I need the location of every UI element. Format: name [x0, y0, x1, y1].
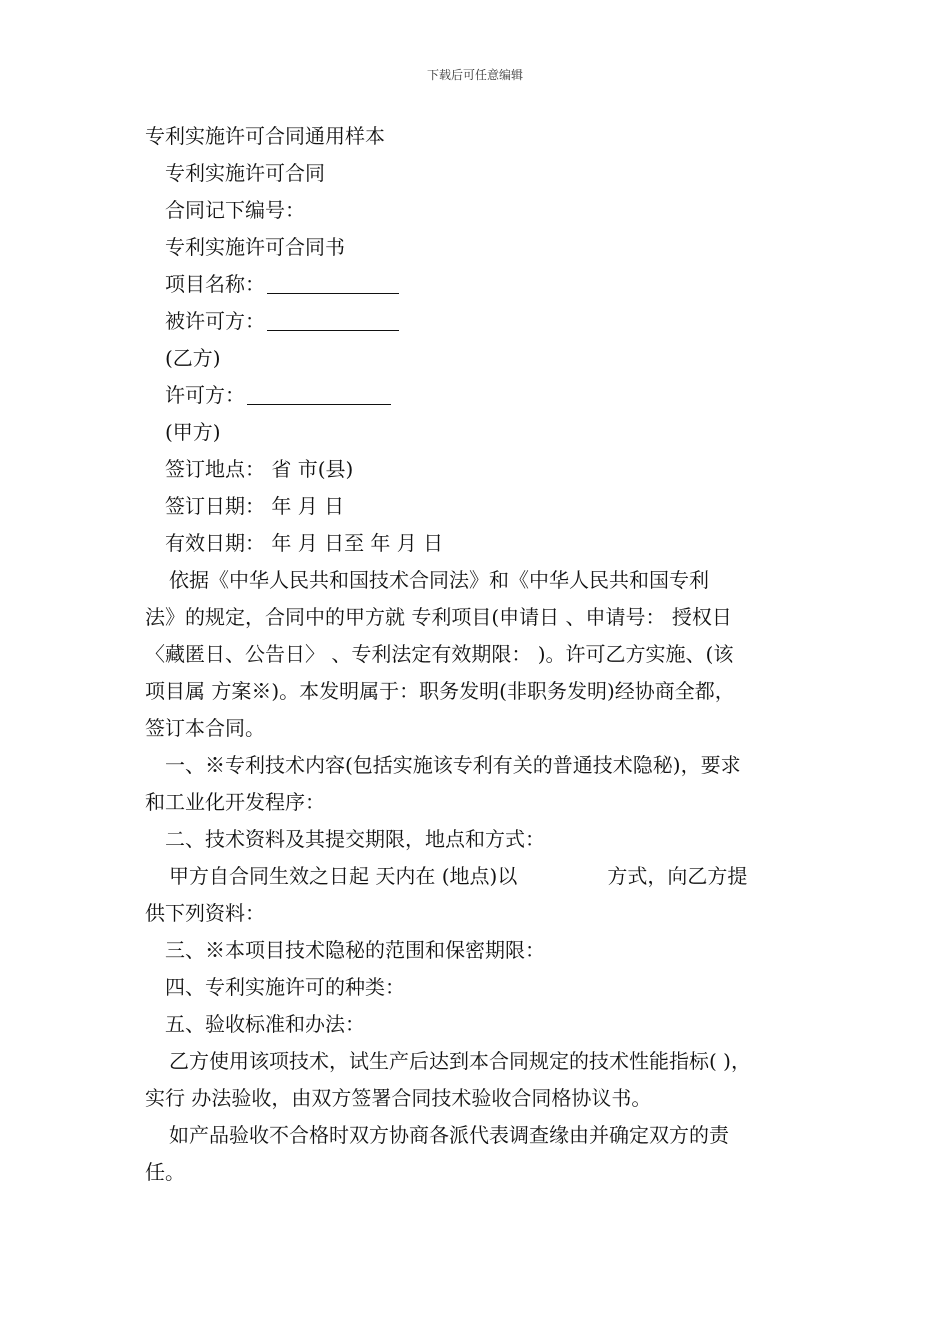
- clause-1-line-2: 和工业化开发程序：: [145, 790, 325, 814]
- licensor-field: [145, 377, 815, 414]
- party-a-note: (甲方): [165, 420, 221, 444]
- preamble-line-2: 法》的规定，合同中的甲方就 专利项目(申请日 、申请号： 授权日: [145, 605, 732, 629]
- contract-number-label: 合同记下编号：: [165, 198, 305, 222]
- contract-heading: 专利实施许可合同: [165, 161, 325, 185]
- contract-book-heading: 专利实施许可合同书: [165, 235, 345, 259]
- preamble-line-3: 〈藏匿日、公告日〉 、专利法定有效期限： )。许可乙方实施、(该: [145, 642, 734, 666]
- party-b-note: (乙方): [165, 346, 221, 370]
- clause-2-text-a: 甲方自合同生效之日起 天内在 (地点)以: [169, 864, 518, 888]
- clause-5-line-2: 实行 办法验收，由双方签署合同技术验收合同格协议书。: [145, 1086, 652, 1110]
- project-name-label: 项目名称：: [165, 272, 265, 296]
- page-header: 下载后可任意编辑: [426, 68, 523, 82]
- clause-4-heading: 四、专利实施许可的种类：: [165, 975, 405, 999]
- signing-date: 签订日期： 年 月 日: [165, 494, 345, 518]
- project-name-field: [145, 266, 815, 303]
- preamble-line-1: 依据《中华人民共和国技术合同法》和《中华人民共和国专利: [169, 568, 709, 592]
- preamble-line-4: 项目属 方案※)。本发明属于：职务发明(非职务发明)经协商全都，: [145, 679, 735, 703]
- clause-2-text-b: 方式，向乙方提: [607, 864, 748, 888]
- signing-place: 签订地点： 省 市(县): [165, 457, 354, 481]
- document-title: 专利实施许可合同通用样本: [145, 124, 385, 148]
- clause-5-line-1: 乙方使用该项技术，试生产后达到本合同规定的技术性能指标( )，: [169, 1049, 751, 1073]
- licensor-label: 许可方：: [165, 383, 245, 407]
- project-name-blank: [267, 266, 399, 294]
- clause-2-line-1: [145, 858, 815, 895]
- preamble-line-5: 签订本合同。: [145, 716, 265, 740]
- licensee-field: [145, 303, 815, 340]
- licensee-blank: [267, 303, 399, 331]
- licensor-blank: [247, 377, 391, 405]
- effective-date: 有效日期： 年 月 日至 年 月 日: [165, 531, 444, 555]
- clause-5-heading: 五、验收标准和办法：: [165, 1012, 365, 1036]
- clause-5-line-4: 任。: [145, 1160, 185, 1184]
- clause-1-line-1: 一、※专利技术内容(包括实施该专利有关的普通技术隐秘)，要求: [165, 753, 741, 777]
- clause-2-line-2: 供下列资料：: [145, 901, 265, 925]
- clause-3-heading: 三、※本项目技术隐秘的范围和保密期限：: [165, 938, 545, 962]
- clause-5-line-3: 如产品验收不合格时双方协商各派代表调查缘由并确定双方的责: [169, 1123, 729, 1147]
- licensee-label: 被许可方：: [165, 309, 265, 333]
- document-body: [145, 118, 815, 1191]
- clause-2-heading: 二、技术资料及其提交期限，地点和方式：: [165, 827, 545, 851]
